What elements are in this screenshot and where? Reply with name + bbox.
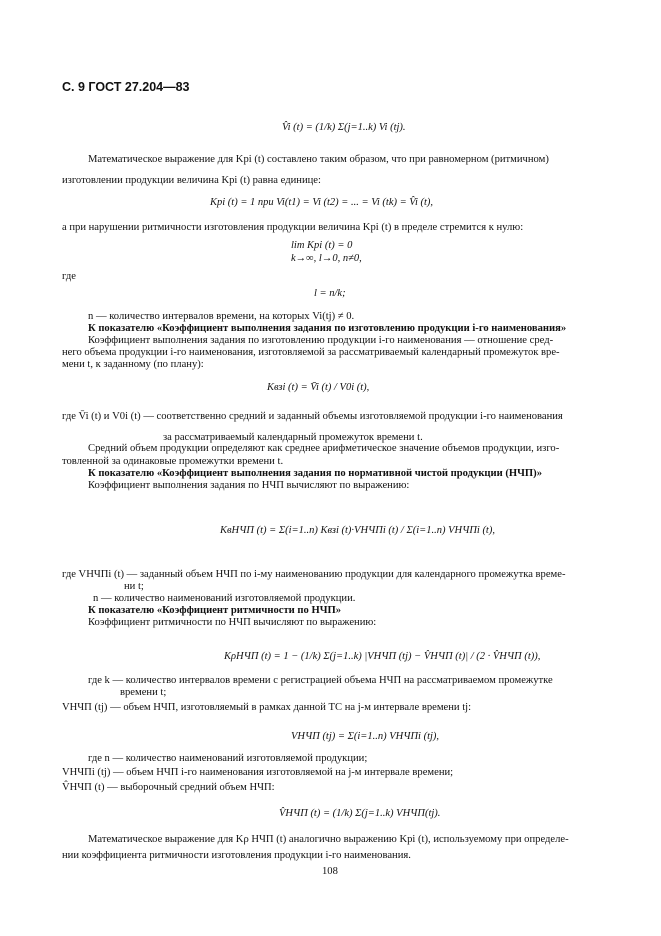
- section-heading: К показателю «Коэффициент выполнения задания по изготовлению продукции i-го наименования»: [88, 323, 567, 334]
- paragraph-line: изготовлении продукции величина Kpi (t) равна единице:: [62, 175, 321, 186]
- paragraph-line: а при нарушении ритмичности изготовления продукции величина Kpi (t) в пределе стремится к нулю:: [62, 222, 524, 233]
- where-line: V̂НЧП (t) — выборочный средний объем НЧП:: [62, 782, 275, 793]
- paragraph-line: Коэффициент выполнения задания по изготовлению продукции i-го наименования — отношение сред-: [88, 335, 554, 346]
- where-line: где n — количество наименований изготовляемой продукции;: [88, 753, 368, 764]
- section-heading: К показателю «Коэффициент ритмичности по НЧП»: [88, 605, 342, 616]
- formula-l: l = n/k;: [314, 288, 346, 299]
- definition-line: n — количество интервалов времени, на которых Vi(tj) ≠ 0.: [88, 311, 355, 322]
- formula-rhythm-unity: Kpi (t) = 1 при Vi(t1) = Vi (t2) = ... = Vi (tk) = V̂i (t),: [210, 197, 434, 208]
- paragraph-line: нии коэффициента ритмичности изготовления продукции i-го наименования.: [62, 850, 411, 861]
- formula-task-completion: Kвзi (t) = V̄i (t) / V0i (t),: [267, 382, 370, 393]
- where-line: где VНЧПi (t) — заданный объем НЧП по i-му наименованию продукции для календарного промежутка време-: [62, 569, 566, 580]
- paragraph-line: мени t, к заданному (по плану):: [62, 359, 204, 370]
- formula-limit: lim Kpi (t) = 0: [291, 240, 353, 251]
- paragraph-line: Математическое выражение для Kpi (t) составлено таким образом, что при равномерном (ритмичном): [88, 154, 549, 165]
- where-line: где V̄i (t) и V0i (t) — соответственно средний и заданный объемы изготовляемой продукции i-го наименования: [62, 411, 563, 422]
- section-heading: К показателю «Коэффициент выполнения задания по нормативной чистой продукции (НЧП)»: [88, 468, 542, 479]
- page-header: С. 9 ГОСТ 27.204—83: [62, 80, 190, 94]
- where-line: ни t;: [124, 581, 144, 592]
- formula-limit-condition: k→∞, l→0, n≠0,: [291, 253, 362, 264]
- where-line: за рассматриваемый календарный промежуток времени t.: [163, 432, 423, 443]
- formula-nchp-completion: KвНЧП (t) = Σ(i=1..n) Kвзi (t)·VНЧПi (t) / Σ(i=1..n) VНЧПi (t),: [220, 525, 495, 536]
- paragraph-line: Коэффициент выполнения задания по НЧП вычисляют по выражению:: [88, 480, 410, 491]
- where-line: VНЧПi (tj) — объем НЧП i-го наименования изготовляемой на j-м интервале времени;: [62, 767, 454, 778]
- formula-nchp-average: V̂НЧП (t) = (1/k) Σ(j=1..k) VНЧП(tj).: [279, 808, 441, 819]
- where-line: где k — количество интервалов времени с регистрацией объема НЧП на рассматриваемом промежутке: [88, 675, 553, 686]
- paragraph-line: товленной за одинаковые промежутки времени t.: [62, 456, 284, 467]
- paragraph-line: Математическое выражение для Kρ НЧП (t) аналогично выражению Kpi (t), используемому при определе-: [88, 834, 569, 845]
- formula-nchp-rhythm: KρНЧП (t) = 1 − (1/k) Σ(j=1..k) |VНЧП (tj) − V̂НЧП (t)| / (2 · V̂НЧП (t)),: [224, 651, 541, 662]
- formula-average-volume: V̂i (t) = (1/k) Σ(j=1..k) Vi (tj).: [282, 122, 406, 133]
- page-number: 108: [322, 866, 338, 877]
- where-line: времени t;: [120, 687, 167, 698]
- where-line: n — количество наименований изготовляемой продукции.: [93, 593, 356, 604]
- paragraph-line: Коэффициент ритмичности по НЧП вычисляют по выражению:: [88, 617, 377, 628]
- where-label: где: [62, 271, 76, 282]
- formula-nchp-volume: VНЧП (tj) = Σ(i=1..n) VНЧПi (tj),: [291, 731, 440, 742]
- paragraph-line: него объема продукции i-го наименования, изготовляемой за рассматриваемый календарный промежуток вре-: [62, 347, 560, 358]
- where-line: VНЧП (tj) — объем НЧП, изготовляемый в рамках данной ТС на j-м интервале времени tj:: [62, 702, 472, 713]
- paragraph-line: Средний объем продукции определяют как среднее арифметическое значение объемов продукции, изго-: [88, 443, 560, 454]
